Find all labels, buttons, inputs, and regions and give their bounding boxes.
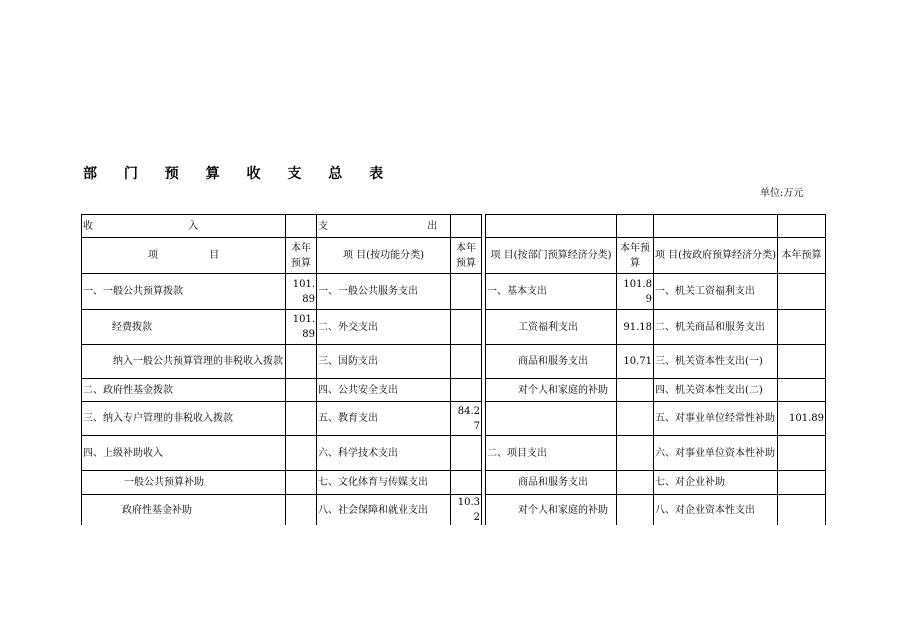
dept-item: 对个人和家庭的补助 — [486, 495, 617, 526]
income-item: 三、纳入专户管理的非税收入拨款 — [82, 402, 286, 436]
func-amount — [451, 274, 482, 310]
item-header — [82, 238, 286, 274]
income-amount — [286, 345, 317, 379]
income-item: 经费拨款 — [82, 310, 286, 345]
income-amount — [286, 379, 317, 402]
dept-item: 一、基本支出 — [486, 274, 617, 310]
func-item-header: 项 目(按功能分类) — [317, 238, 451, 274]
table-row — [82, 345, 826, 379]
expense-header-right: 出 — [427, 220, 438, 232]
header-row-1 — [82, 215, 826, 238]
gov-budget-header: 本年预算 — [778, 238, 826, 274]
func-item: 二、外交支出 — [317, 310, 451, 345]
income-header-left: 收 — [83, 220, 93, 232]
gov-item: 二、机关商品和服务支出 — [654, 310, 778, 345]
dept-item: 对个人和家庭的补助 — [486, 379, 617, 402]
gov-item: 六、对事业单位资本性补助 — [654, 436, 778, 471]
gov-item: 三、机关资本性支出(一) — [654, 345, 778, 379]
header-row-2 — [82, 238, 826, 274]
page-title: 部 门 预 算 收 支 总 表 — [83, 166, 395, 182]
income-amount — [286, 402, 317, 436]
income-item: 纳入一般公共预算管理的非税收入拨款 — [82, 345, 286, 379]
gov-item: 四、机关资本性支出(二) — [654, 379, 778, 402]
gov-amount — [778, 345, 826, 379]
dept-amount — [617, 379, 654, 402]
dept-amount: 91.18 — [617, 310, 654, 345]
income-amount: 101.89 — [286, 274, 317, 310]
func-amount: 84.27 — [451, 402, 482, 436]
dept-amount: 101.89 — [617, 274, 654, 310]
func-amount — [451, 310, 482, 345]
table-row — [82, 379, 826, 402]
gov-item: 八、对企业资本性支出 — [654, 495, 778, 526]
func-amount — [451, 379, 482, 402]
expense-header-left: 支 — [318, 220, 328, 232]
gov-amount: 101.89 — [778, 402, 826, 436]
table-row — [82, 310, 826, 345]
func-item: 一、一般公共服务支出 — [317, 274, 451, 310]
dept-budget-header: 本年预算 — [617, 238, 654, 274]
income-item: 二、政府性基金拨款 — [82, 379, 286, 402]
gov-amount — [778, 310, 826, 345]
table-row — [82, 274, 826, 310]
gov-amount — [778, 471, 826, 495]
income-header-right: 入 — [188, 220, 199, 232]
expense-header — [317, 215, 451, 238]
item-header-left: 项 — [147, 250, 158, 261]
func-item: 六、科学技术支出 — [317, 436, 451, 471]
income-item: 一、一般公共预算拨款 — [82, 274, 286, 310]
dept-amount — [617, 495, 654, 526]
table-row — [82, 471, 826, 495]
gov-item: 五、对事业单位经常性补助 — [654, 402, 778, 436]
income-item: 四、上级补助收入 — [82, 436, 286, 471]
table-row — [82, 402, 826, 436]
unit-label: 单位:万元 — [760, 188, 804, 199]
func-item: 七、文化体育与传媒支出 — [317, 471, 451, 495]
gov-item-header: 项 目(按政府预算经济分类) — [654, 238, 778, 274]
gov-amount — [778, 274, 826, 310]
dept-amount — [617, 471, 654, 495]
gov-amount — [778, 436, 826, 471]
func-amount: 10.32 — [451, 495, 482, 526]
func-item: 五、教育支出 — [317, 402, 451, 436]
gov-item: 一、机关工资福利支出 — [654, 274, 778, 310]
func-budget-header: 本年预算 — [451, 238, 482, 274]
func-item: 四、公共安全支出 — [317, 379, 451, 402]
income-header — [82, 215, 286, 238]
dept-item — [486, 402, 617, 436]
income-item: 政府性基金补助 — [82, 495, 286, 526]
func-amount — [451, 471, 482, 495]
income-item: 一般公共预算补助 — [82, 471, 286, 495]
income-budget-header: 本年预算 — [286, 238, 317, 274]
table-row — [82, 495, 826, 526]
func-item: 三、国防支出 — [317, 345, 451, 379]
table-row — [82, 436, 826, 471]
dept-item: 二、项目支出 — [486, 436, 617, 471]
gov-item: 七、对企业补助 — [654, 471, 778, 495]
dept-item: 商品和服务支出 — [486, 471, 617, 495]
dept-item: 商品和服务支出 — [486, 345, 617, 379]
dept-item-header: 项 目(按部门预算经济分类) — [486, 238, 617, 274]
func-item: 八、社会保障和就业支出 — [317, 495, 451, 526]
gov-amount — [778, 495, 826, 526]
dept-amount: 10.71 — [617, 345, 654, 379]
income-amount — [286, 436, 317, 471]
budget-table — [81, 214, 826, 525]
dept-item: 工资福利支出 — [486, 310, 617, 345]
income-amount — [286, 495, 317, 526]
gov-amount — [778, 379, 826, 402]
dept-amount — [617, 402, 654, 436]
dept-amount — [617, 436, 654, 471]
func-amount — [451, 345, 482, 379]
item-header-right: 目 — [209, 250, 220, 261]
income-amount: 101.89 — [286, 310, 317, 345]
income-amount — [286, 471, 317, 495]
func-amount — [451, 436, 482, 471]
